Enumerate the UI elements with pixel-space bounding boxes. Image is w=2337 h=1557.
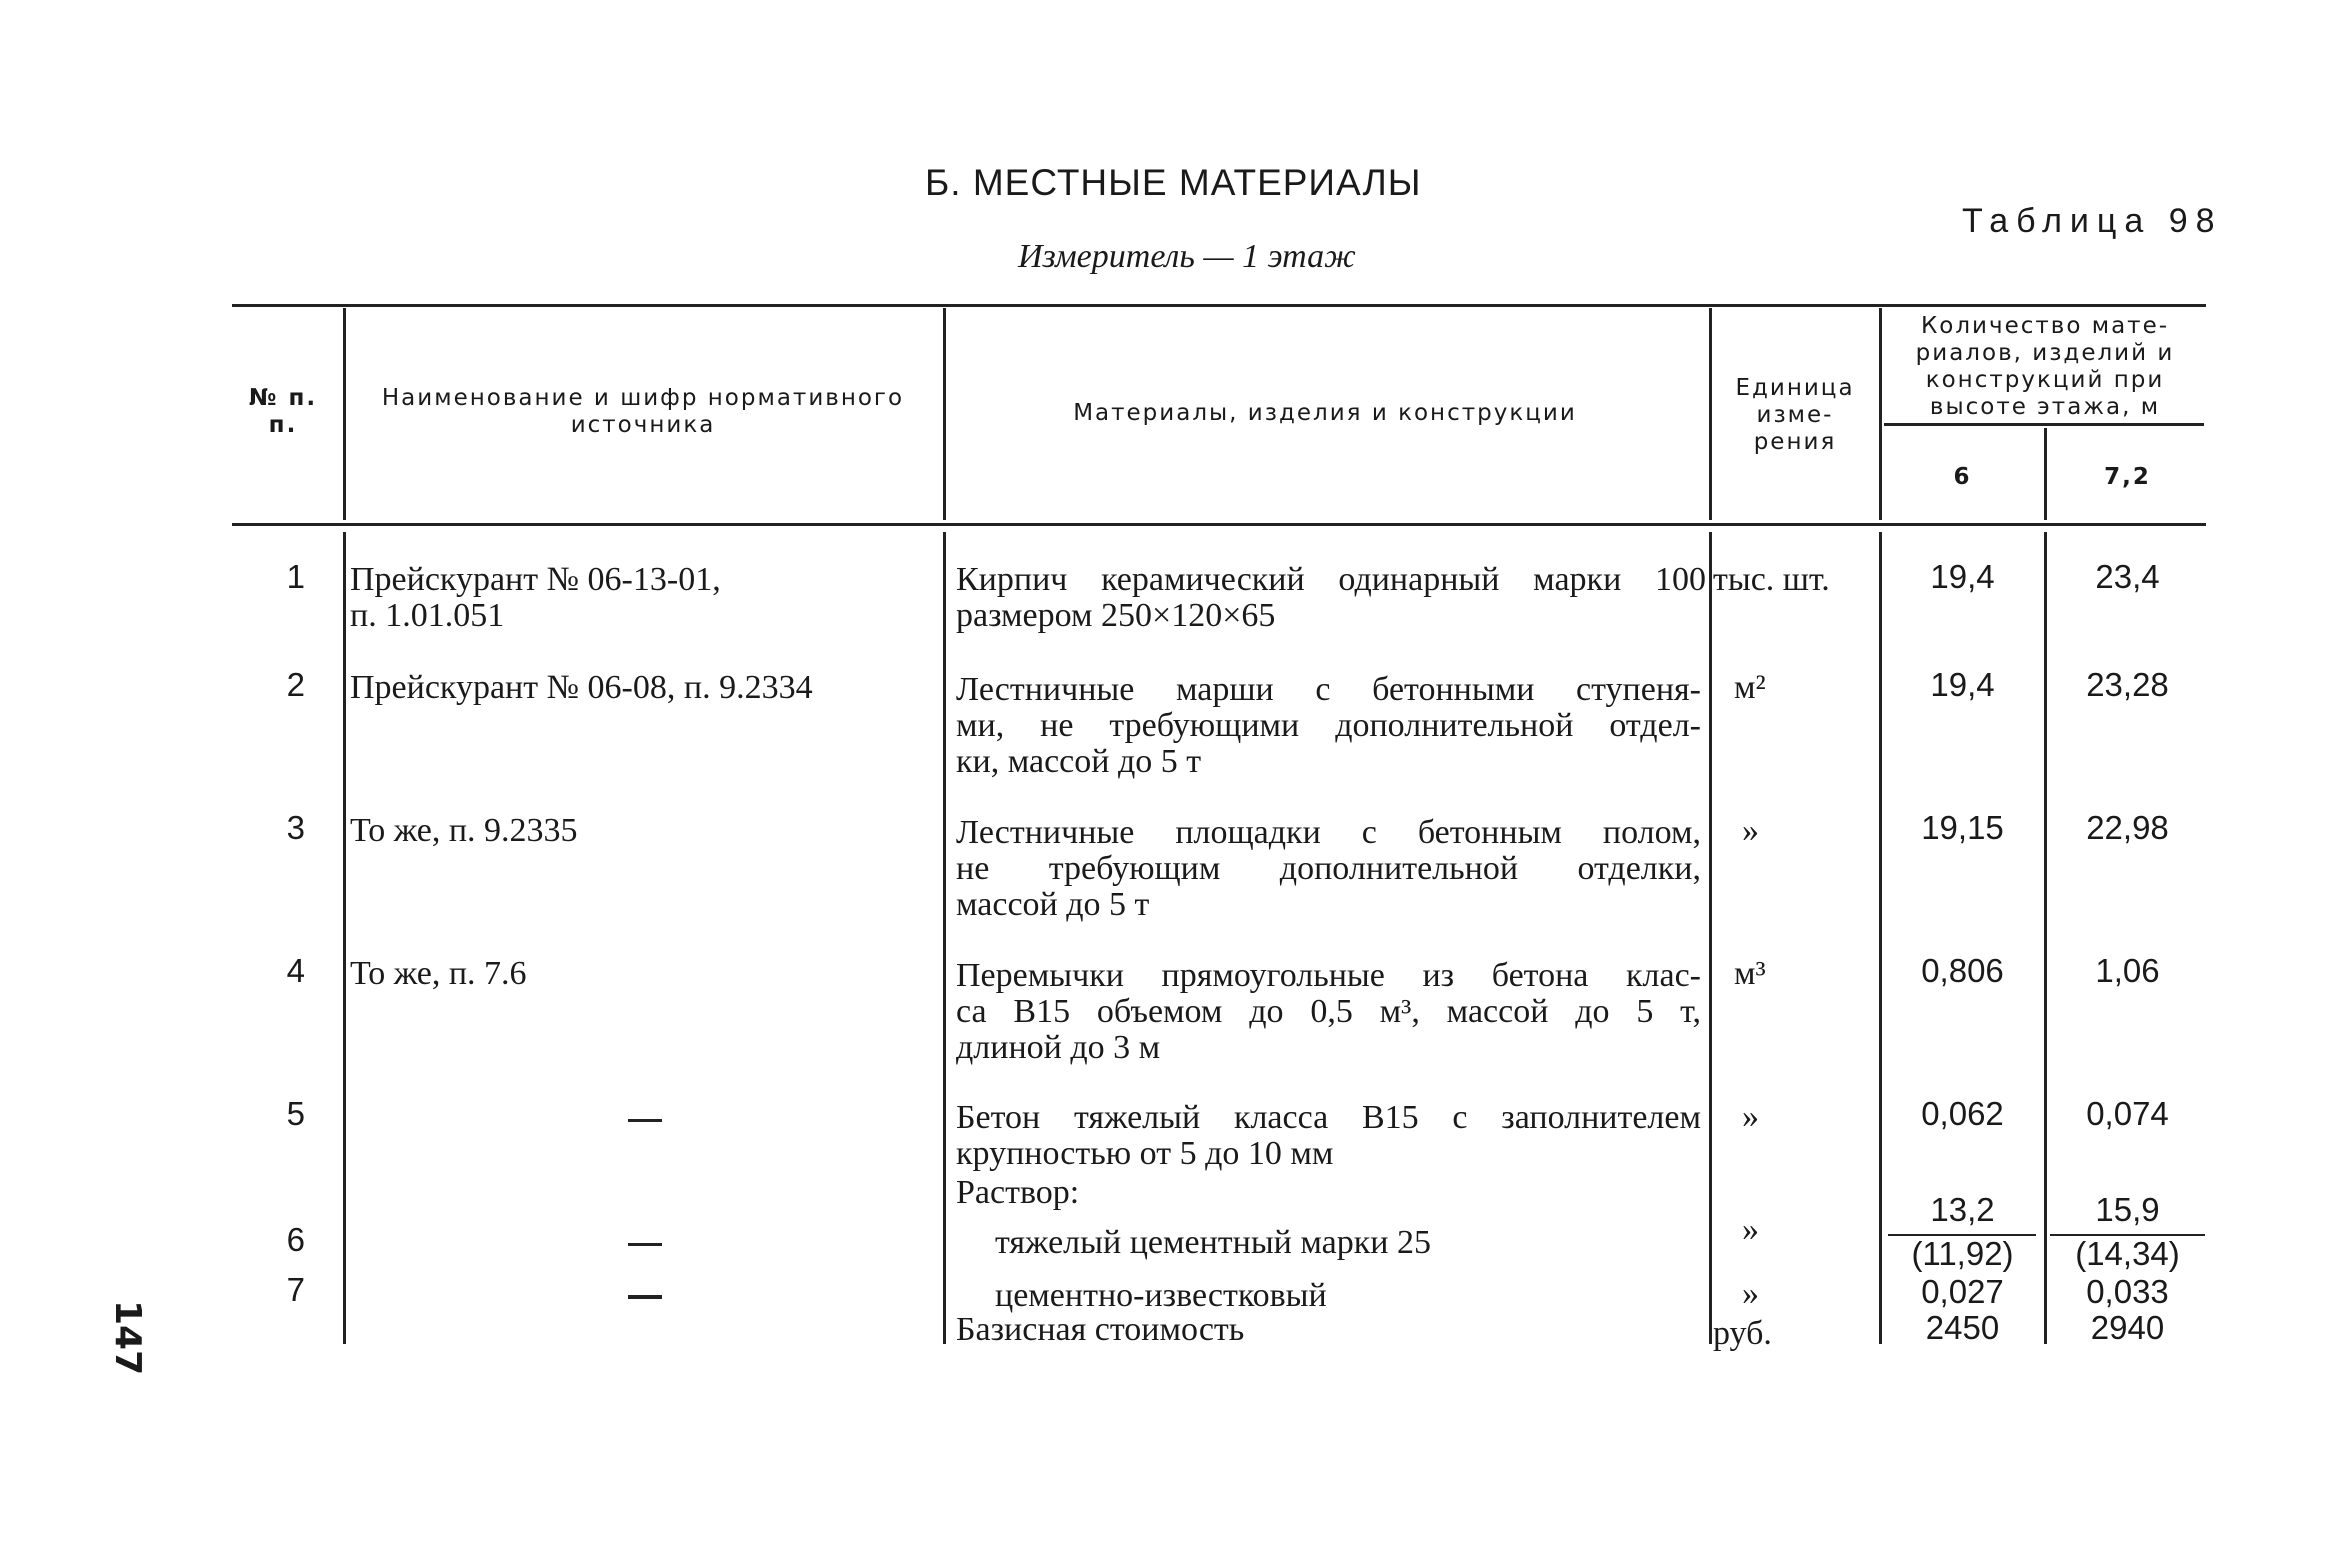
value-h6: 0,062 xyxy=(1921,1095,2004,1132)
value-h6-alt: (11,92) xyxy=(1911,1235,2014,1272)
base-cost-label: Базисная стоимость xyxy=(956,1311,1245,1348)
mortar-label: Раствор: xyxy=(956,1174,1080,1211)
source-line: Прейскурант № 06-08, п. 9.2334 xyxy=(350,669,813,706)
material-line: длиной до 3 м xyxy=(956,1029,1161,1066)
row-number: 2 xyxy=(286,666,305,703)
material-line: Бетон тяжелый класса В15 с заполнителем xyxy=(956,1099,1701,1136)
header-bottom-rule xyxy=(232,523,2206,526)
value-h72: 23,28 xyxy=(2086,666,2169,703)
material-line: Перемычки прямоугольные из бетона клас- xyxy=(956,957,1701,994)
row-number: 4 xyxy=(286,952,305,989)
measure-caption: Измеритель — 1 этаж xyxy=(1018,238,1356,275)
value-h6: 2450 xyxy=(1925,1309,2000,1346)
value-h72: 22,98 xyxy=(2086,809,2169,846)
material-line: са В15 объемом до 0,5 м³, массой до 5 т, xyxy=(956,993,1701,1030)
column-divider-3-body xyxy=(1709,532,1712,1344)
source-line: То же, п. 9.2335 xyxy=(350,812,578,849)
row-number: 5 xyxy=(286,1095,305,1132)
source-empty-dash xyxy=(628,1243,662,1246)
material-line: Кирпич керамический одинарный марки 100 xyxy=(956,561,1706,598)
column-divider-2 xyxy=(943,308,946,520)
header-materials: Материалы, изделия и конструкции xyxy=(1073,400,1577,426)
header-height-6: 6 xyxy=(1953,464,1972,490)
material-line: ки, массой до 5 т xyxy=(956,743,1202,780)
column-divider-5 xyxy=(2044,428,2047,520)
value-h72: 0,074 xyxy=(2086,1095,2169,1132)
source-line: То же, п. 7.6 xyxy=(350,955,527,992)
unit-value: м² xyxy=(1734,669,1766,706)
column-divider-5-body xyxy=(2044,532,2047,1344)
value-h6: 0,806 xyxy=(1921,952,2004,989)
page-number: 147 xyxy=(107,1300,148,1376)
row-number: 7 xyxy=(286,1271,305,1308)
column-divider-1 xyxy=(343,308,346,520)
source-line: Прейскурант № 06-13-01, xyxy=(350,561,721,598)
column-divider-4 xyxy=(1879,308,1882,520)
value-h6: 13,2 xyxy=(1930,1191,1995,1228)
value-h6: 19,4 xyxy=(1930,666,1995,703)
column-divider-4-body xyxy=(1879,532,1882,1344)
column-divider-2-body xyxy=(943,532,946,1344)
value-h6: 19,15 xyxy=(1921,809,2004,846)
section-title: Б. МЕСТНЫЕ МАТЕРИАЛЫ xyxy=(925,162,1422,203)
material-line: крупностью от 5 до 10 мм xyxy=(956,1135,1334,1172)
value-h72: 15,9 xyxy=(2095,1191,2160,1228)
table-top-rule xyxy=(232,304,2206,307)
material-line: не требующим дополнительной отделки, xyxy=(956,850,1701,887)
header-unit: Единица изме- рения xyxy=(1735,375,1855,455)
row-number: 3 xyxy=(286,809,305,846)
value-h72: 0,033 xyxy=(2086,1273,2169,1310)
material-line: Лестничные марши с бетонными ступеня- xyxy=(956,671,1701,708)
material-line: Лестничные площадки с бетонным полом, xyxy=(956,814,1701,851)
header-quantity: Количество мате- риалов, изделий и конструкций при высоте этажа, м xyxy=(1915,313,2175,420)
header-source: Наименование и шифр нормативного источника xyxy=(381,385,905,438)
value-h6: 19,4 xyxy=(1930,558,1995,595)
material-line: размером 250×120×65 xyxy=(956,597,1276,634)
row-number: 1 xyxy=(286,558,305,595)
quantity-split-rule xyxy=(1884,423,2204,426)
column-divider-3 xyxy=(1709,308,1712,520)
column-divider-1-body xyxy=(343,532,346,1344)
unit-value: » xyxy=(1742,812,1759,849)
table-label: Таблица 98 xyxy=(1962,202,2223,240)
value-h72: 1,06 xyxy=(2095,952,2160,989)
source-line: п. 1.01.051 xyxy=(350,597,505,634)
row-number: 6 xyxy=(286,1221,305,1258)
unit-value: тыс. шт. xyxy=(1713,561,1830,598)
unit-value: » xyxy=(1742,1211,1759,1248)
unit-value: » xyxy=(1742,1275,1759,1312)
value-h6: 0,027 xyxy=(1921,1273,2004,1310)
value-h72-alt: (14,34) xyxy=(2075,1235,2180,1272)
header-no: № п. п. xyxy=(248,385,318,438)
unit-value: » xyxy=(1742,1098,1759,1135)
material-line: цементно-известковый xyxy=(995,1277,1327,1314)
header-height-7-2: 7,2 xyxy=(2104,464,2151,490)
value-h72: 2940 xyxy=(2090,1309,2165,1346)
material-line: ми, не требующими дополнительной отдел- xyxy=(956,707,1701,744)
value-h72: 23,4 xyxy=(2095,558,2160,595)
unit-value: руб. xyxy=(1713,1315,1772,1352)
material-line: тяжелый цементный марки 25 xyxy=(995,1224,1431,1261)
source-empty-dash xyxy=(628,1295,662,1299)
unit-value: м³ xyxy=(1734,955,1766,992)
material-line: массой до 5 т xyxy=(956,886,1150,923)
source-empty-dash xyxy=(628,1119,662,1122)
